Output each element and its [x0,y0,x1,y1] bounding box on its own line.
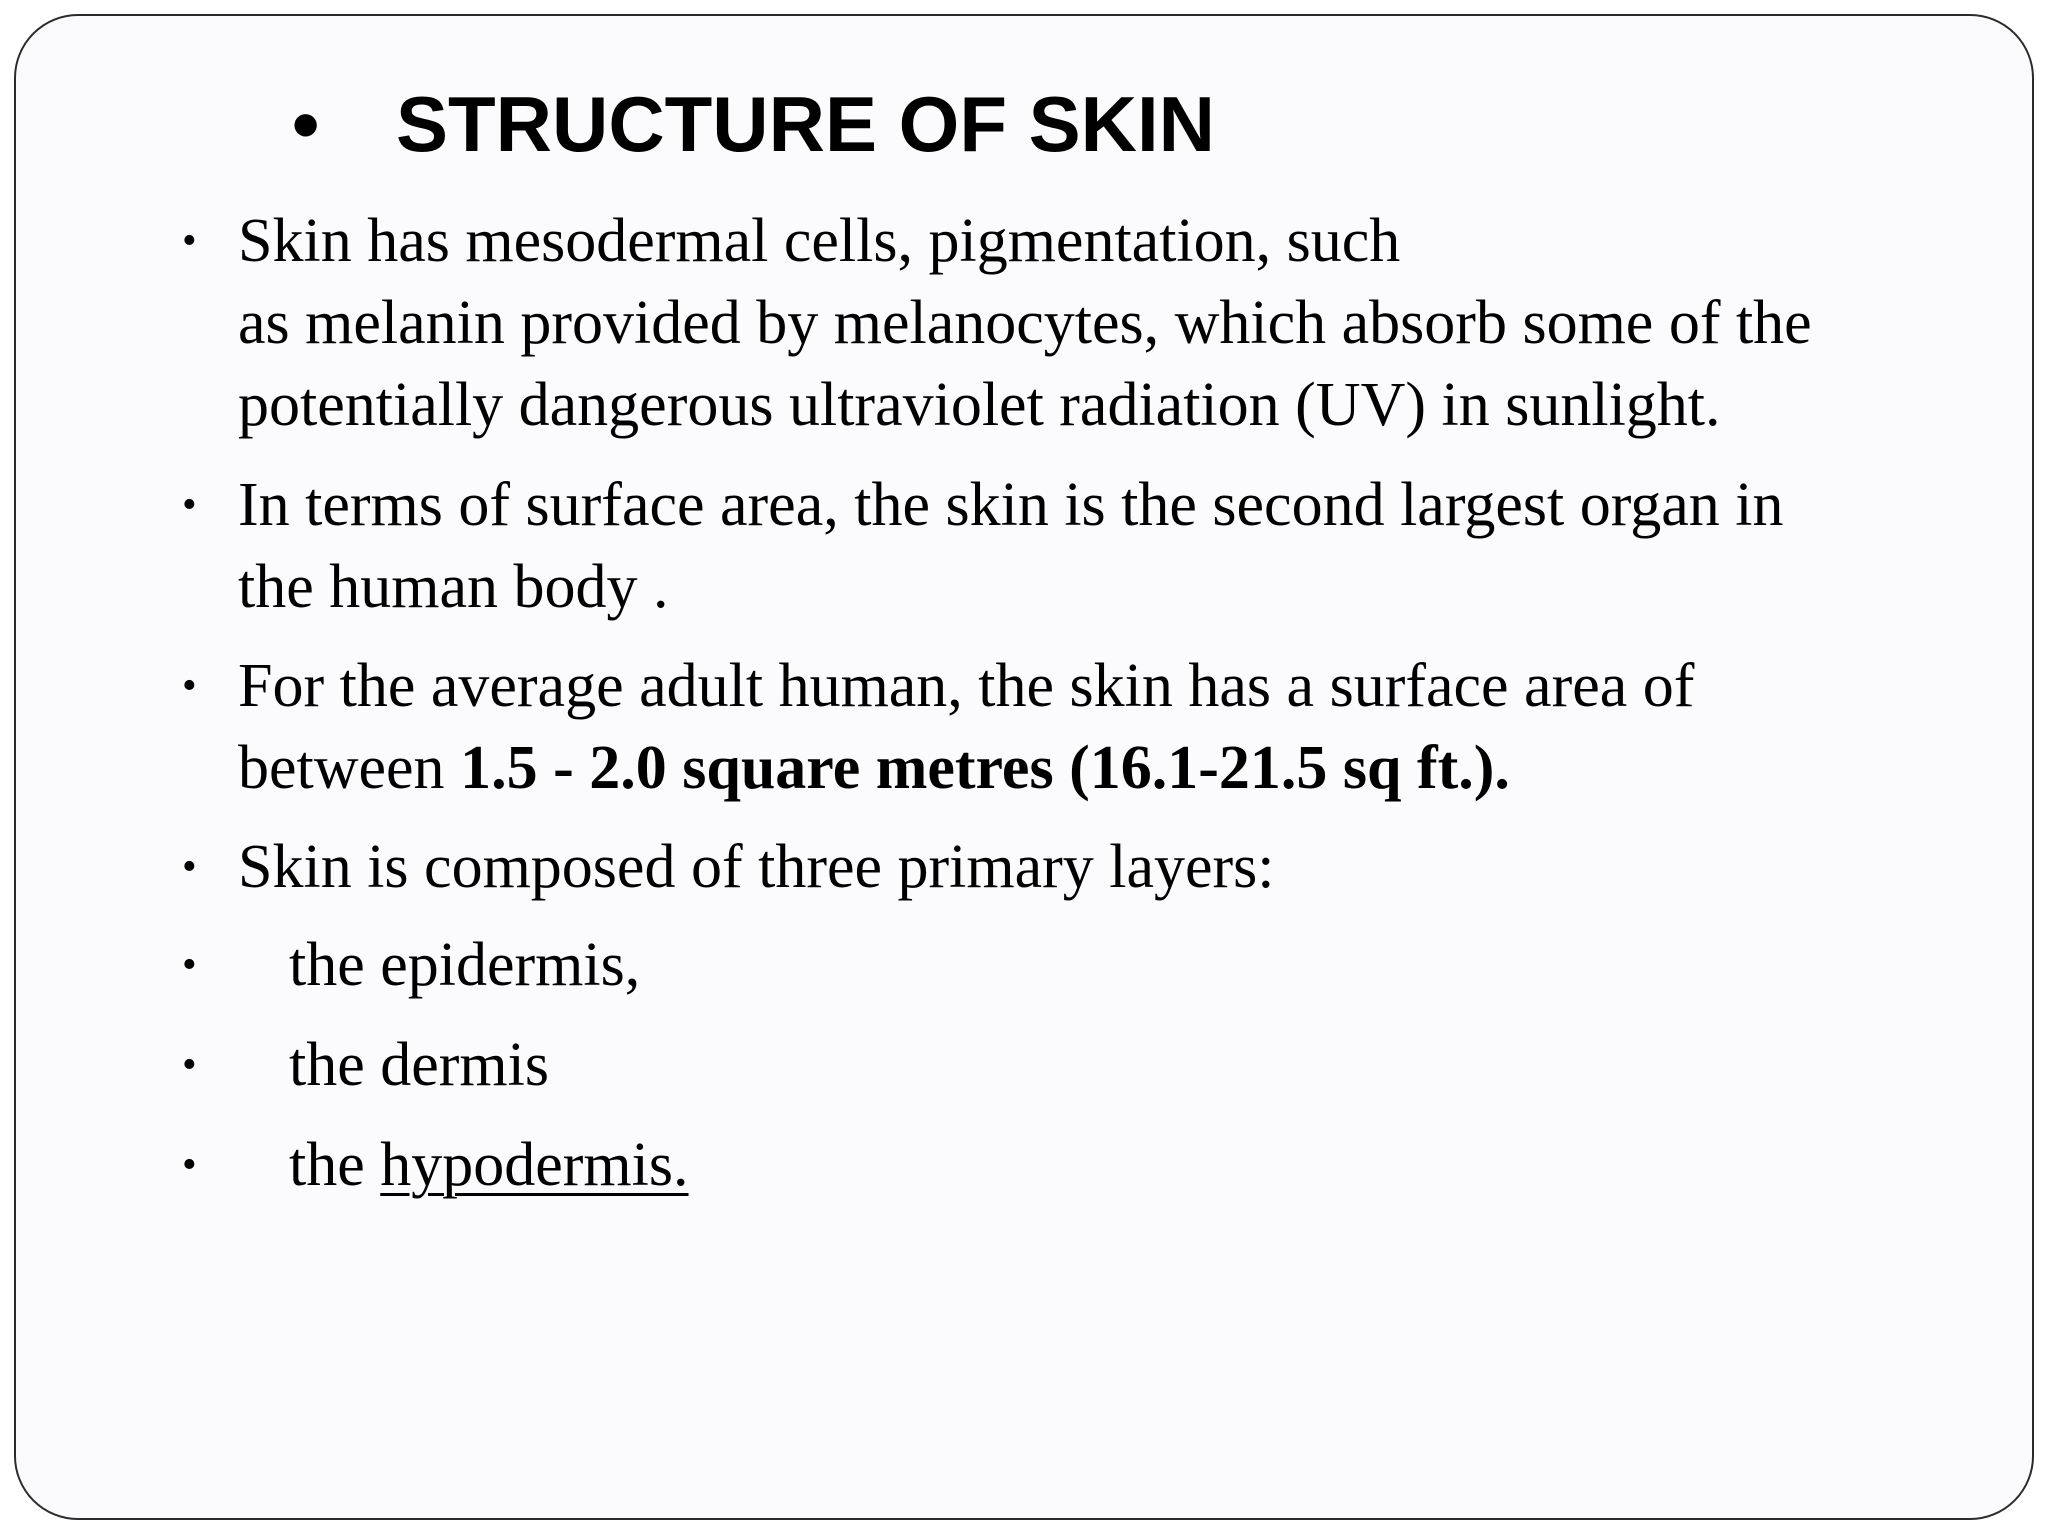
bullet-marker: • [182,482,197,528]
slide-title: STRUCTURE OF SKIN [396,79,1215,168]
bullet-line-prefix: between [238,734,461,802]
bullet-text: the dermis [289,1031,549,1099]
slide-frame [14,14,2034,1520]
bullet-marker: • [182,1142,197,1188]
bullet-line: potentially dangerous ultraviolet radiation (UV) in sunlight. [238,371,1721,439]
bullet-text [238,645,1998,809]
bullet-text [238,826,1998,908]
bullet-marker: • [182,1042,197,1088]
hypodermis-link[interactable]: hypodermis. [380,1131,689,1199]
bullet-marker: • [182,663,197,709]
bullet-text [238,200,1998,446]
bullet-line: For the average adult human, the skin has a surface area of [238,652,1695,720]
bullet-text [238,464,1998,628]
surface-area-value: 1.5 - 2.0 square metres (16.1-21.5 sq ft.). [460,734,1510,802]
bullet-marker: • [182,844,197,890]
bullet-line: Skin has mesodermal cells, pigmentation, such [238,207,1401,275]
bullet-line [238,727,1998,809]
bullet-marker: • [182,218,197,264]
bullet-line: the human body . [238,553,669,621]
bullet-line: In terms of surface area, the skin is the second largest organ in [238,471,1784,539]
bullet-line: as melanin provided by melanocytes, which absorb some of the [238,289,1812,357]
bullet-text [289,1124,2048,1206]
bullet-text-prefix: the [289,1131,381,1199]
bullet-line: Skin is composed of three primary layers: [238,833,1275,901]
bullet-marker: • [182,942,197,988]
bullet-text: the epidermis, [289,931,641,999]
title-bullet: • [292,79,320,168]
bullet-list [16,16,2032,1518]
